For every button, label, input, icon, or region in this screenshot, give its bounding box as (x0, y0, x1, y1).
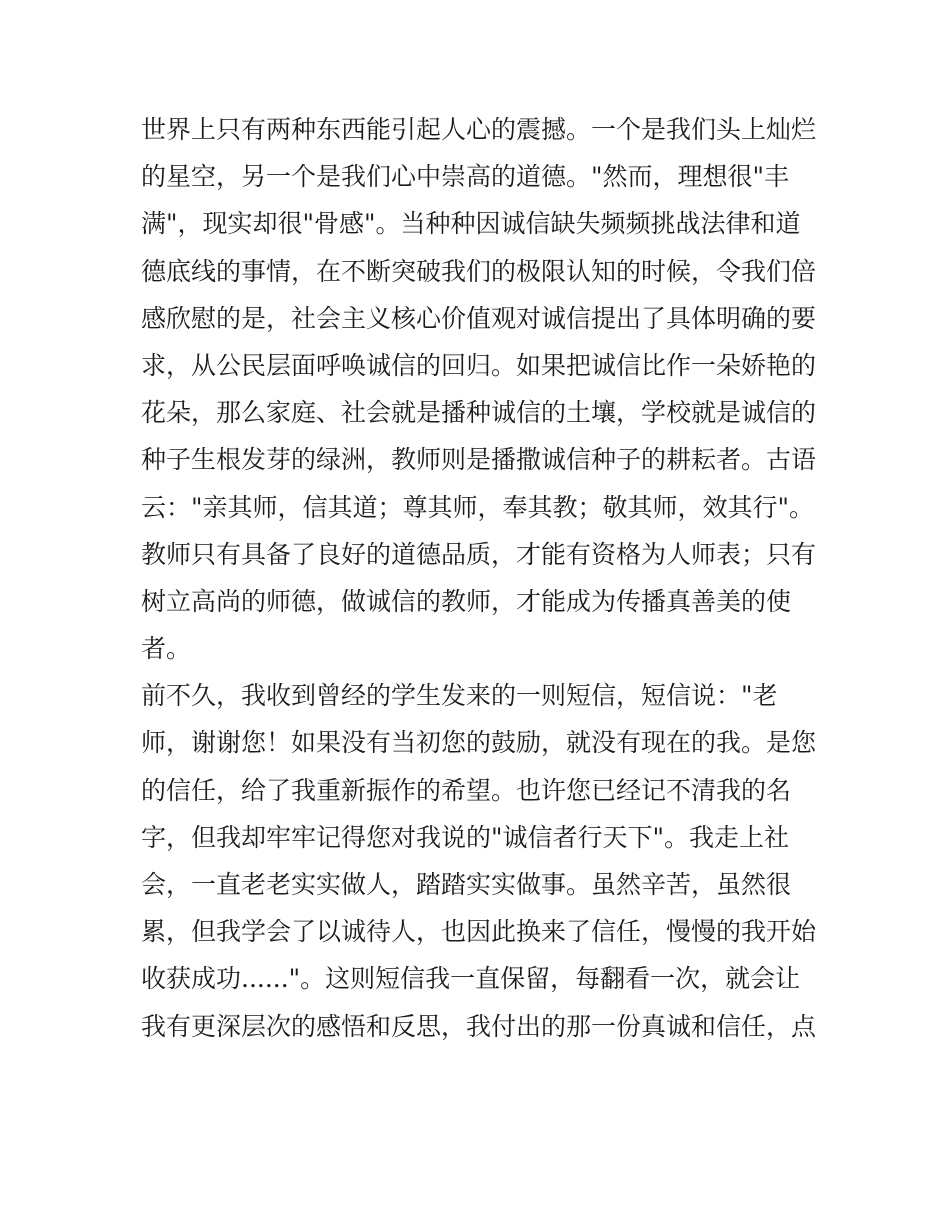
text-line: 者。 (141, 634, 192, 664)
text-line: 收获成功......"。这则短信我一直保留，每翻看一次，就会让 (141, 964, 801, 994)
text-line: 云："亲其师，信其道；尊其师，奉其教；敬其师，效其行"。 (141, 492, 815, 522)
text-line: 的星空，另一个是我们心中崇高的道德。"然而，理想很"丰 (141, 162, 790, 192)
text-line: 字，但我却牢牢记得您对我说的"诚信者行天下"。我走上社 (141, 822, 790, 852)
body-text (141, 106, 821, 1050)
text-line: 感欣慰的是，社会主义核心价值观对诚信提出了具体明确的要 (141, 303, 817, 333)
text-line: 我有更深层次的感悟和反思，我付出的那一份真诚和信任，点 (141, 1011, 817, 1041)
text-line: 世界上只有两种东西能引起人心的震撼。一个是我们头上灿烂 (141, 115, 817, 144)
text-line: 前不久，我收到曾经的学生发来的一则短信，短信说："老 (141, 681, 778, 711)
text-line: 师，谢谢您！如果没有当初您的鼓励，就没有现在的我。是您 (141, 728, 817, 758)
text-line: 的信任，给了我重新振作的希望。也许您已经记不清我的名 (141, 775, 792, 805)
text-line: 求，从公民层面呼唤诚信的回归。如果把诚信比作一朵娇艳的 (141, 350, 817, 380)
text-line: 树立高尚的师德，做诚信的教师，才能成为传播真善美的使 (141, 586, 792, 616)
text-line: 德底线的事情，在不断突破我们的极限认知的时候，令我们倍 (141, 256, 817, 286)
text-line: 会，一直老老实实做人，踏踏实实做事。虽然辛苦，虽然很 (141, 870, 792, 899)
text-line: 教师只有具备了良好的道德品质，才能有资格为人师表；只有 (141, 539, 817, 569)
text-line: 累，但我学会了以诚待人，也因此换来了信任，慢慢的我开始 (141, 917, 817, 947)
text-line: 种子生根发芽的绿洲，教师则是播撒诚信种子的耕耘者。古语 (141, 445, 817, 475)
text-line: 满"，现实却很"骨感"。当种种因诚信缺失频频挑战法律和道 (141, 209, 801, 239)
text-line: 花朵，那么家庭、社会就是播种诚信的土壤，学校就是诚信的 (141, 398, 817, 428)
